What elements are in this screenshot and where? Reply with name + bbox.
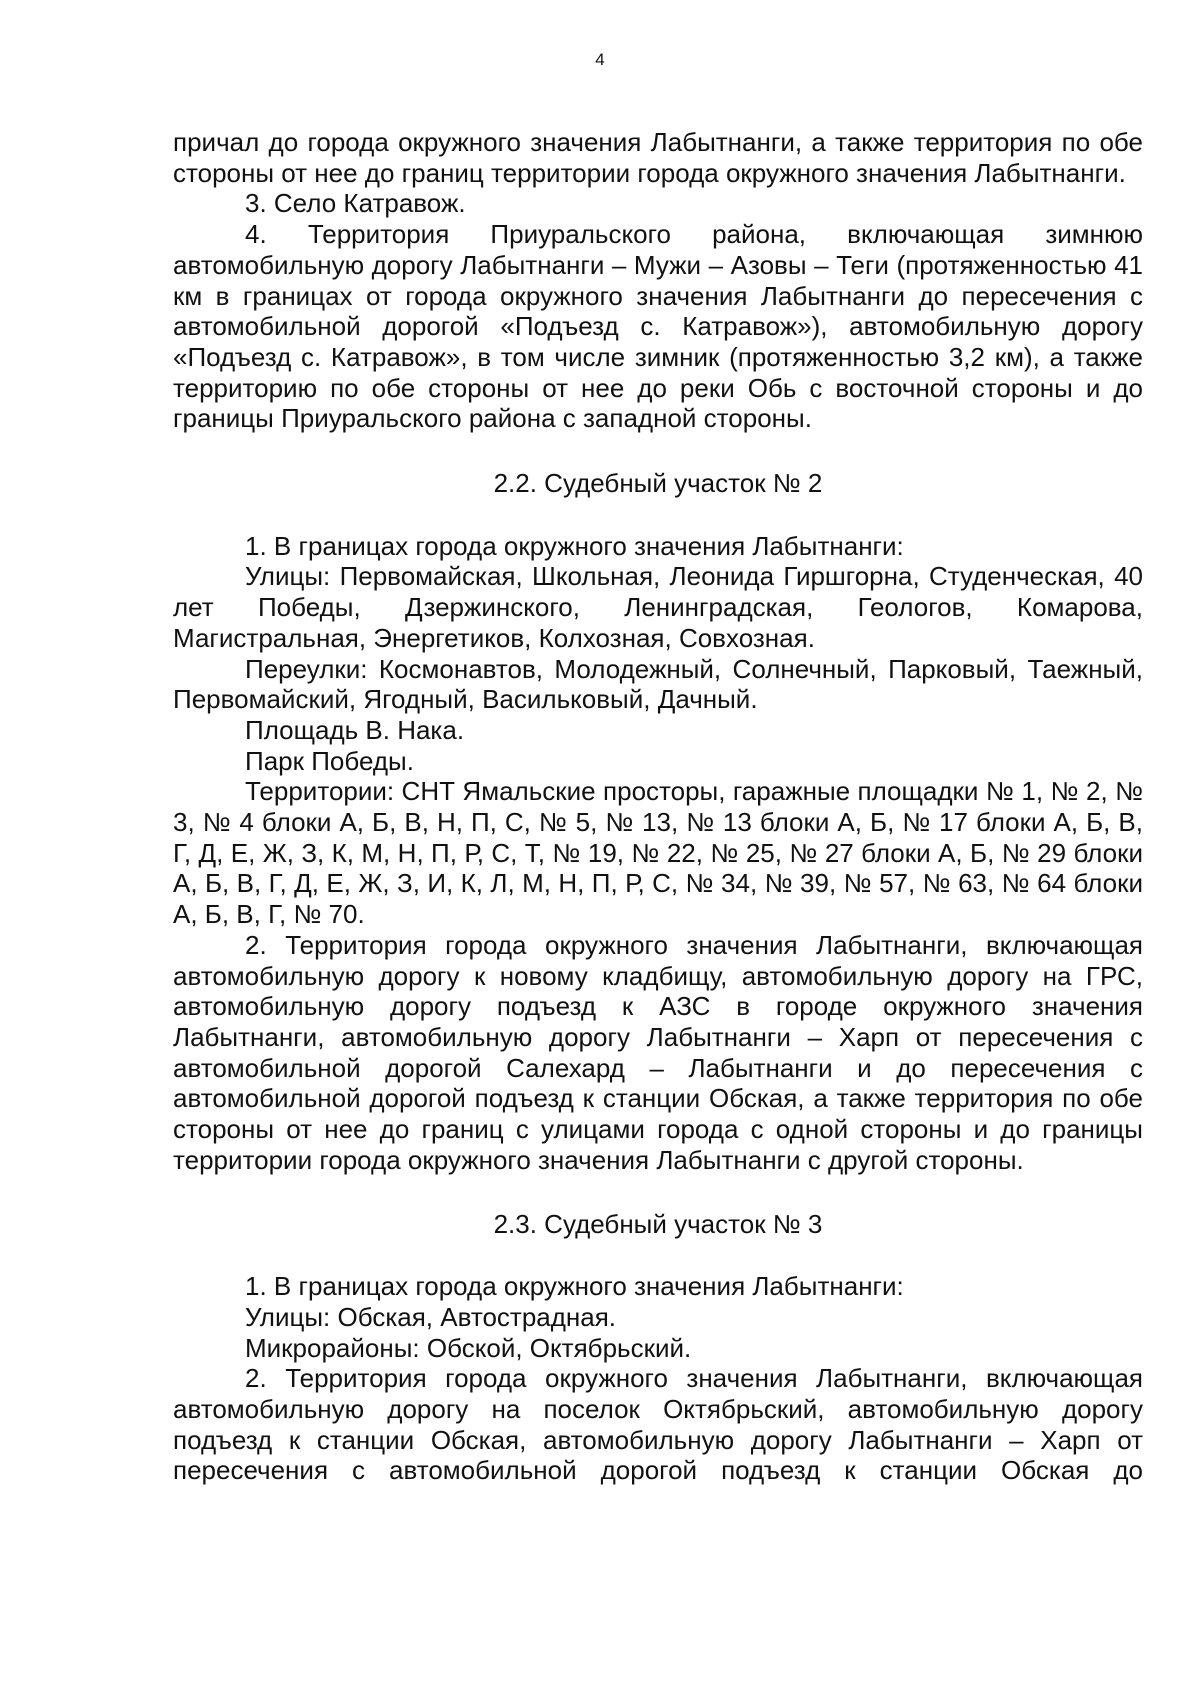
section-heading-2-3: 2.3. Судебный участок № 3	[493, 1208, 823, 1239]
paragraph-s2-streets: Улицы: Первомайская, Школьная, Леонида Гиршгорна, Студенческая, 40 лет Победы, Дзержинского, Ленинградская, Геологов, Комарова, Магистральная, Энергетиков, Колхозная, Совхозная.	[173, 561, 1143, 653]
paragraph-s2-territories: Территории: СНТ Ямальские просторы, гаражные площадки № 1, № 2, № 3, № 4 блоки А, Б, В, Н, П, С, № 5, № 13, № 13 блоки А, Б, № 17 блоки А, Б, В, Г, Д, Е, Ж, З, К, М, Н, П, Р, С, Т, № 19, № 22, № 25, № 27 блоки А, Б, № 29 блоки А, Б, В, Г, Д, Е, Ж, З, И, К, Л, М, Н, П, Р, С, № 34, № 39, № 57, № 63, № 64 блоки А, Б, В, Г, № 70.	[173, 776, 1143, 930]
paragraph-s2-item-2: 2. Территория города окружного значения Лабытнанги, включающая автомобильную дорогу к новому кладбищу, автомобильную дорогу на ГРС, автомобильную дорогу подъезд к АЗС в городе окружного значения Лабытнанги, автомобильную дорогу Лабытнанги – Харп от пересечения с автомобильной дорогой Салехард – Лабытнанги и до пересечения с автомобильной дорогой подъезд к станции Обская, а также территория по обе стороны от нее до границ с улицами города с одной стороны и до границы территории города окружного значения Лабытнанги с другой стороны.	[173, 929, 1143, 1175]
paragraph-s2-lanes: Переулки: Космонавтов, Молодежный, Солнечный, Парковый, Таежный, Первомайский, Ягодный, Васильковый, Дачный.	[173, 653, 1143, 715]
paragraph-s3-microdistricts: Микрорайоны: Обской, Октябрьский.	[245, 1332, 692, 1363]
document-body	[173, 127, 1143, 1486]
page-number: 4	[595, 50, 605, 69]
paragraph-s2-item-1: 1. В границах города окружного значения Лабытнанги:	[245, 530, 904, 561]
paragraph-item-4: 4. Территория Приуральского района, включающая зимнюю автомобильную дорогу Лабытнанги – Мужи – Азовы – Теги (протяженностью 41 км в границах от города окружного значения Лабытнанги до пересечения с автомобильной дорогой «Подъезд с. Катравож»), автомобильную дорогу «Подъезд с. Катравож», в том числе зимник (протяженностью 3,2 км), а также территорию по обе стороны от нее до реки Обь с восточной стороны и до границы Приуральского района с западной стороны.	[173, 219, 1143, 434]
paragraph-s3-item-1: 1. В границах города окружного значения Лабытнанги:	[245, 1271, 904, 1302]
paragraph-s2-park: Парк Победы.	[245, 745, 414, 776]
section-heading-2-2: 2.2. Судебный участок № 2	[493, 468, 823, 499]
paragraph-item-3: 3. Село Катравож.	[245, 188, 466, 219]
paragraph-continuation: причал до города окружного значения Лабытнанги, а также территория по обе стороны от нее до границ территории города окружного значения Лабытнанги.	[173, 127, 1143, 188]
paragraph-s3-streets: Улицы: Обская, Автострадная.	[245, 1301, 617, 1332]
paragraph-s2-square: Площадь В. Нака.	[245, 714, 465, 745]
paragraph-s3-item-2: 2. Территория города окружного значения Лабытнанги, включающая автомобильную дорогу на поселок Октябрьский, автомобильную дорогу подъезд к станции Обская, автомобильную дорогу Лабытнанги – Харп от пересечения с автомобильной дорогой подъезд к станции Обская до	[173, 1363, 1143, 1486]
